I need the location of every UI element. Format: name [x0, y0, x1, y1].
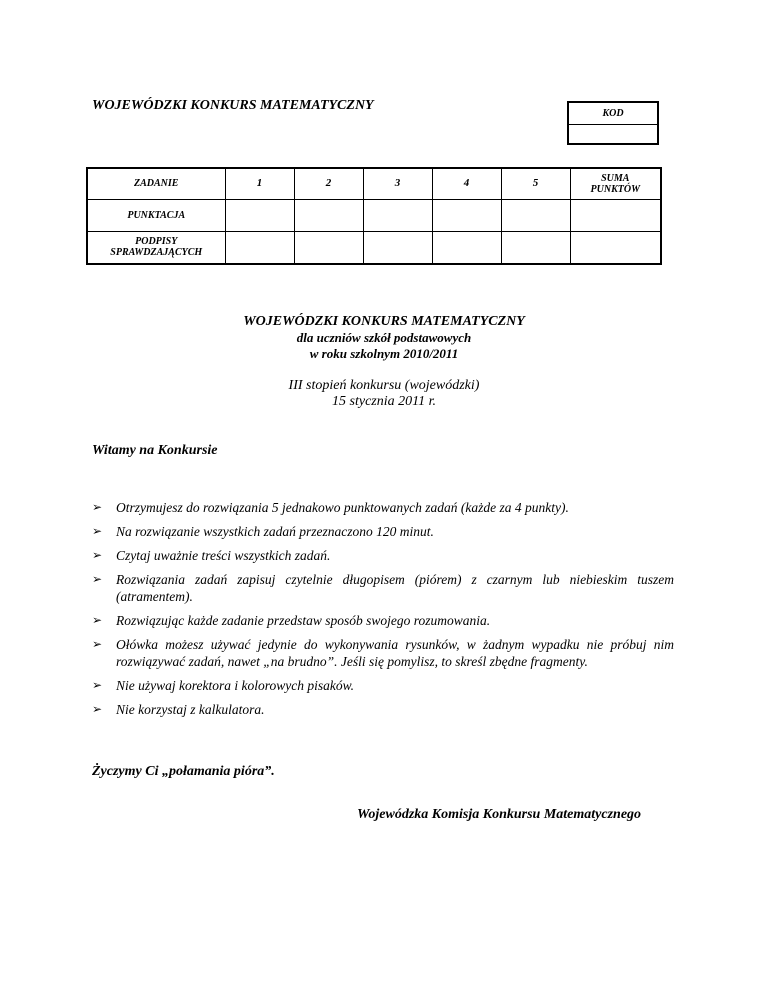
signature-cell[interactable] — [294, 231, 363, 264]
score-signature-row — [87, 231, 661, 264]
signature-cell[interactable] — [432, 231, 501, 264]
rule-text: Czytaj uważnie treści wszystkich zadań. — [116, 548, 331, 563]
header-title: WOJEWÓDZKI KONKURS MATEMATYCZNY — [92, 98, 374, 113]
points-cell[interactable] — [294, 199, 363, 231]
score-table — [86, 167, 662, 265]
rule-text: Na rozwiązanie wszystkich zadań przeznaczono 120 minut. — [116, 524, 434, 539]
welcome-heading: Witamy na Konkursie — [92, 443, 218, 458]
rule-text: Rozwiązując każde zadanie przedstaw sposób swojego rozumowania. — [116, 613, 491, 628]
score-header-row — [87, 168, 661, 199]
signature-cell[interactable] — [225, 231, 294, 264]
task-number-cell: 3 — [363, 168, 432, 199]
rule-item — [92, 499, 674, 516]
arrow-bullet-icon: ➢ — [92, 678, 103, 692]
rule-text: Nie używaj korektora i kolorowych pisaków. — [116, 678, 354, 693]
sum-header-cell — [570, 168, 661, 199]
points-cell[interactable] — [363, 199, 432, 231]
rule-text: Otrzymujesz do rozwiązania 5 jednakowo punktowanych zadań (każde za 4 punkty). — [116, 500, 569, 515]
arrow-bullet-icon: ➢ — [92, 524, 103, 538]
rules-list — [92, 499, 674, 725]
arrow-bullet-icon: ➢ — [92, 500, 103, 514]
task-number-cell: 1 — [225, 168, 294, 199]
signature-cell[interactable] — [570, 231, 661, 264]
signature-cell[interactable] — [501, 231, 570, 264]
kod-label: KOD — [569, 103, 657, 125]
arrow-bullet-icon: ➢ — [92, 637, 103, 651]
rule-item — [92, 547, 674, 564]
arrow-bullet-icon: ➢ — [92, 613, 103, 627]
contest-title: WOJEWÓDZKI KONKURS MATEMATYCZNY — [243, 314, 525, 329]
contest-date: 15 stycznia 2011 r. — [332, 394, 436, 409]
task-number-cell: 2 — [294, 168, 363, 199]
arrow-bullet-icon: ➢ — [92, 572, 103, 586]
signature-row-label — [87, 231, 225, 264]
contest-audience: dla uczniów szkół podstawowych — [296, 330, 472, 345]
signature-cell[interactable] — [363, 231, 432, 264]
points-cell[interactable] — [501, 199, 570, 231]
rule-item — [92, 571, 674, 605]
points-cell[interactable] — [225, 199, 294, 231]
rule-item — [92, 636, 674, 670]
arrow-bullet-icon: ➢ — [92, 702, 103, 716]
sum-label-line1: SUMA — [601, 172, 630, 184]
rule-item — [92, 523, 674, 540]
rule-item — [92, 701, 674, 718]
rule-text: Ołówka możesz używać jedynie do wykonywania rysunków, w żadnym wypadku nie próbuj nim rozwiązywać zadań, nawet „na brudno”. Jeśli się pomylisz, to skreśl zbędne fragmenty. — [116, 637, 674, 669]
task-header-cell: ZADANIE — [87, 168, 225, 199]
rule-item — [92, 677, 674, 694]
rule-text: Rozwiązania zadań zapisuj czytelnie długopisem (piórem) z czarnym lub niebieskim tuszem (atramentem). — [116, 572, 674, 604]
sum-points-cell[interactable] — [570, 199, 661, 231]
intro-block — [0, 314, 768, 410]
rule-item — [92, 612, 674, 629]
task-number-cell: 4 — [432, 168, 501, 199]
sum-label-line2: PUNKTÓW — [590, 183, 640, 195]
signature-label-line1: PODPISY — [135, 236, 178, 248]
arrow-bullet-icon: ➢ — [92, 548, 103, 562]
task-number-cell: 5 — [501, 168, 570, 199]
contest-school-year: w roku szkolnym 2010/2011 — [309, 346, 459, 361]
score-points-row — [87, 199, 661, 231]
kod-box — [567, 101, 659, 145]
rule-text: Nie korzystaj z kalkulatora. — [116, 702, 265, 717]
signature-label-line2: SPRAWDZAJĄCYCH — [110, 247, 203, 259]
points-row-label: PUNKTACJA — [87, 199, 225, 231]
wishes-text: Życzymy Ci „połamania pióra”. — [92, 764, 275, 779]
committee-signature: Wojewódzka Komisja Konkursu Matematycznego — [357, 807, 642, 822]
contest-stage: III stopień konkursu (wojewódzki) — [288, 378, 480, 393]
points-cell[interactable] — [432, 199, 501, 231]
